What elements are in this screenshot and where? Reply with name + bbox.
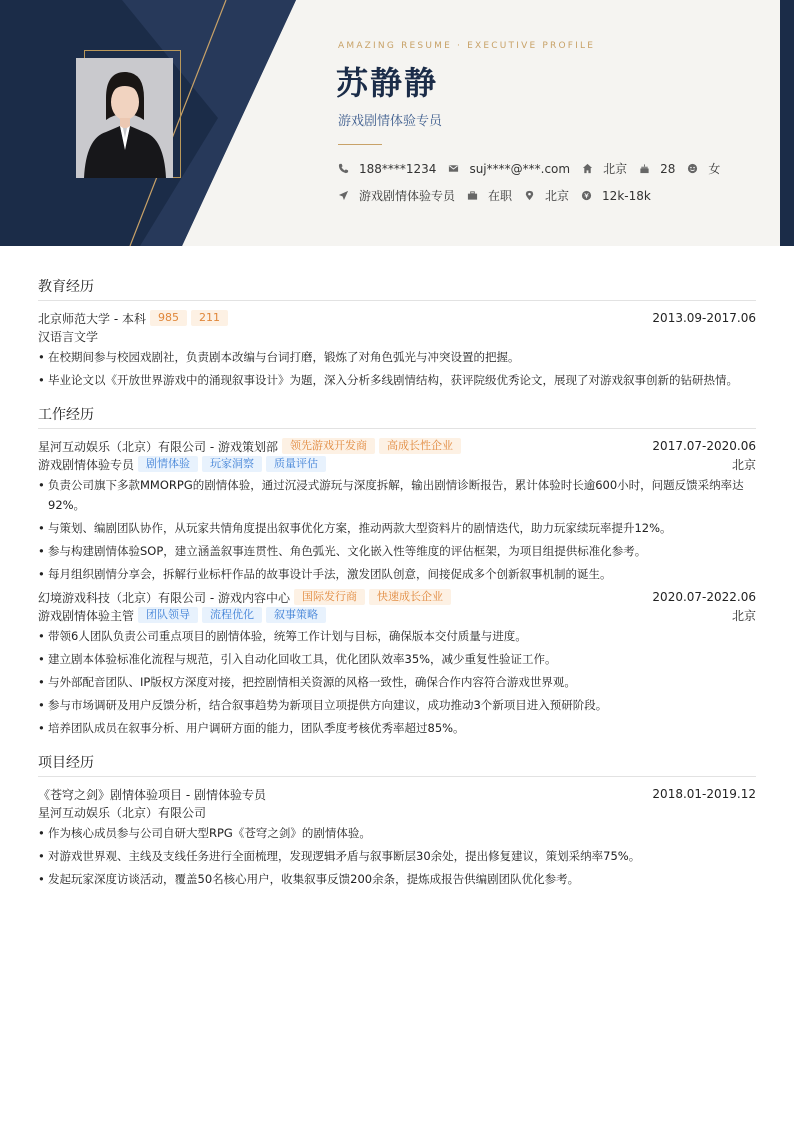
education-date: 2013.09-2017.06: [652, 311, 756, 325]
phone-icon: [338, 163, 349, 174]
job-role: 游戏剧情体验主管: [38, 608, 135, 623]
list-item: • 建立剧本体验标准化流程与规范，引入自动化回收工具，优化团队效率35%，减少重复性验证工作。: [38, 649, 756, 669]
contact-row: [338, 160, 732, 177]
info-status: 在职: [467, 187, 512, 204]
school-tag: 211: [191, 310, 228, 326]
list-item: • 每月组织剧情分享会，拆解行业标杆作品的故事设计手法，激发团队创意，间接促成多个创新叙事机制的诞生。: [38, 564, 756, 584]
section-title: 教育经历: [38, 276, 756, 301]
money-icon: [581, 190, 592, 201]
company-tag: 国际发行商: [294, 589, 365, 605]
company-name: 星河互动娱乐（北京）有限公司 - 游戏策划部: [38, 439, 278, 454]
company-tag: 高成长性企业: [379, 438, 461, 454]
skill-tag: 玩家洞察: [202, 456, 262, 472]
work-entry: [38, 437, 756, 584]
section-title: 工作经历: [38, 404, 756, 429]
info-phone: 188****1234: [338, 162, 436, 176]
info-age: 28: [639, 162, 675, 176]
list-item: • 参与市场调研及用户反馈分析，结合叙事趋势为新项目立项提供方向建议，成功推动3个新项目进入预研阶段。: [38, 695, 756, 715]
work-entry: [38, 588, 756, 738]
project-entry: [38, 785, 756, 889]
education-section: [38, 276, 756, 390]
school-name: 北京师范大学 - 本科: [38, 311, 146, 326]
project-date: 2018.01-2019.12: [652, 787, 756, 801]
skill-tag: 剧情体验: [138, 456, 198, 472]
skill-tag: 团队领导: [138, 607, 198, 623]
work-location: 北京: [731, 608, 756, 623]
list-item: • 毕业论文以《开放世界游戏中的涌现叙事设计》为题，深入分析多线剧情结构，获评院级优秀论文，展现了对游戏叙事创新的钻研热情。: [38, 370, 756, 390]
list-item: • 对游戏世界观、主线及支线任务进行全面梳理，发现逻辑矛盾与叙事断层30余处，提出修复建议，策划采纳率75%。: [38, 846, 756, 866]
projects-section: [38, 752, 756, 889]
info-target-city: 北京: [524, 187, 569, 204]
education-bullets: [38, 347, 756, 390]
profile-photo: [76, 58, 173, 178]
project-bullets: [38, 823, 756, 889]
list-item: • 作为核心成员参与公司自研大型RPG《苍穹之剑》的剧情体验。: [38, 823, 756, 843]
education-entry: [38, 309, 756, 390]
school-tag: 985: [150, 310, 187, 326]
work-bullets: [38, 475, 756, 584]
list-item: • 带领6人团队负责公司重点项目的剧情体验，统筹工作计划与目标，确保版本交付质量与进度。: [38, 626, 756, 646]
skill-tag: 流程优化: [202, 607, 262, 623]
project-name: 《苍穹之剑》剧情体验项目 - 剧情体验专员: [38, 787, 266, 802]
info-target-role: 游戏剧情体验专员: [338, 187, 455, 204]
job-role: 游戏剧情体验专员: [38, 457, 135, 472]
info-email: suj****@***.com: [448, 162, 570, 176]
info-gender: 女: [687, 160, 720, 177]
mail-icon: [448, 163, 459, 174]
job-intent-row: [338, 187, 663, 204]
send-icon: [338, 190, 349, 201]
home-icon: [582, 163, 593, 174]
resume-body: [38, 276, 756, 903]
candidate-title: 游戏剧情体验专员: [338, 114, 443, 129]
briefcase-icon: [467, 190, 478, 201]
list-item: • 与外部配音团队、IP版权方深度对接，把控剧情相关资源的风格一致性，确保合作内容符合游戏世界观。: [38, 672, 756, 692]
candidate-name: 苏静静: [336, 64, 439, 102]
list-item: • 培养团队成员在叙事分析、用户调研方面的能力，团队季度考核优秀率超过85%。: [38, 718, 756, 738]
header-kicker: AMAZING RESUME · EXECUTIVE PROFILE: [338, 41, 596, 51]
list-item: • 发起玩家深度访谈活动，覆盖50名核心用户，收集叙事反馈200余条，提炼成报告供编剧团队优化参考。: [38, 869, 756, 889]
list-item: • 参与构建剧情体验SOP，建立涵盖叙事连贯性、角色弧光、文化嵌入性等维度的评估框架，为项目组提供标准化参考。: [38, 541, 756, 561]
work-bullets: [38, 626, 756, 738]
resume-header: [0, 0, 794, 246]
cake-icon: [639, 163, 650, 174]
header-right-strip: [780, 0, 794, 246]
gender-icon: [687, 163, 698, 174]
work-location: 北京: [731, 457, 756, 472]
skill-tag: 叙事策略: [266, 607, 326, 623]
major: 汉语言文学: [38, 329, 99, 344]
section-title: 项目经历: [38, 752, 756, 777]
list-item: • 负责公司旗下多款MMORPG的剧情体验，通过沉浸式游玩与深度拆解，输出剧情诊断报告，累计体验时长逾600小时，问题反馈采纳率达92%。: [38, 475, 756, 515]
company-tag: 领先游戏开发商: [282, 438, 375, 454]
title-divider: [338, 144, 382, 145]
list-item: • 在校期间参与校园戏剧社，负责剧本改编与台词打磨，锻炼了对角色弧光与冲突设置的把握。: [38, 347, 756, 367]
work-date: 2017.07-2020.06: [652, 439, 756, 453]
company-name: 幻境游戏科技（北京）有限公司 - 游戏内容中心: [38, 590, 290, 605]
list-item: • 与策划、编剧团队协作，从玩家共情角度提出叙事优化方案，推动两款大型资料片的剧情迭代，助力玩家续玩率提升12%。: [38, 518, 756, 538]
work-date: 2020.07-2022.06: [652, 590, 756, 604]
location-pin-icon: [524, 190, 535, 201]
info-salary: 12k-18k: [581, 189, 651, 203]
work-section: [38, 404, 756, 738]
skill-tag: 质量评估: [266, 456, 326, 472]
info-city: 北京: [582, 160, 627, 177]
project-company: 星河互动娱乐（北京）有限公司: [38, 805, 207, 820]
company-tag: 快速成长企业: [369, 589, 451, 605]
